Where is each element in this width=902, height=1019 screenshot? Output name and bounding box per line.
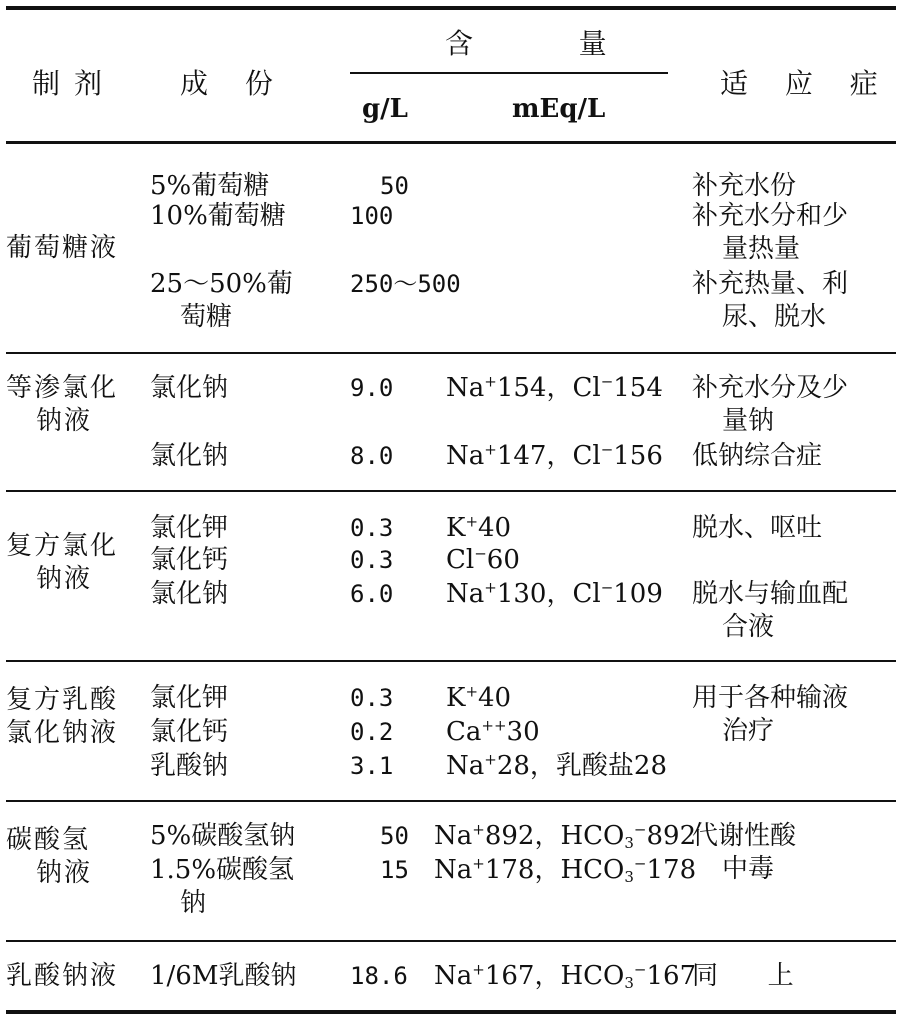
composition-cell bbox=[150, 820, 295, 853]
composition-cell bbox=[150, 716, 228, 749]
ind-line: 补充水份 bbox=[692, 171, 797, 201]
preparation-name-line: 复方氯化 bbox=[6, 531, 119, 561]
meq-part: ++ bbox=[481, 716, 507, 735]
meq-cell bbox=[434, 820, 696, 853]
ind-line: 脱水、呕吐 bbox=[692, 513, 823, 543]
comp-line: 萄糖 bbox=[180, 302, 233, 332]
composition-cell bbox=[150, 682, 228, 715]
meq-part: + bbox=[472, 820, 485, 839]
ind-line: 治疗 bbox=[722, 716, 775, 746]
meq-part: Na bbox=[434, 855, 473, 885]
content-header-rule bbox=[350, 72, 668, 74]
ind-line: 补充热量、利 bbox=[692, 269, 849, 299]
meq-part: 154，Cl bbox=[496, 373, 601, 403]
comp-line: 钠 bbox=[180, 888, 207, 918]
comp-line: 氯化钾 bbox=[150, 683, 229, 713]
meq-part: 892，HCO bbox=[484, 821, 625, 851]
meq-part: − bbox=[633, 820, 647, 839]
meq-part: 40 bbox=[478, 513, 512, 543]
group-rule bbox=[6, 660, 896, 662]
indication-cell bbox=[692, 170, 796, 203]
gl-cell: 250～500 bbox=[350, 270, 461, 298]
group-rule bbox=[6, 940, 896, 942]
group-rule bbox=[6, 800, 896, 802]
comp-line: 氯化钙 bbox=[150, 717, 229, 747]
meq-part: 40 bbox=[478, 683, 512, 713]
meq-part: + bbox=[465, 682, 479, 701]
preparation-name-line: 钠液 bbox=[36, 858, 93, 888]
preparation-name-line: 氯化钠液 bbox=[6, 718, 119, 748]
indication-cell bbox=[692, 578, 848, 644]
comp-line: 氯化钠 bbox=[150, 373, 229, 403]
preparation-name bbox=[6, 372, 118, 438]
meq-part: 109 bbox=[613, 579, 663, 609]
meq-cell bbox=[446, 372, 663, 405]
indication-cell bbox=[692, 268, 848, 334]
indication-cell bbox=[692, 682, 848, 748]
ind-line: 代谢性酸 bbox=[692, 821, 797, 851]
composition-cell bbox=[150, 750, 228, 783]
meq-part: 3 bbox=[624, 974, 634, 992]
meq-part: 167，HCO bbox=[484, 961, 625, 991]
gl-cell: 3.1 bbox=[350, 752, 394, 780]
composition-cell bbox=[150, 170, 269, 203]
preparation-name bbox=[6, 530, 118, 596]
preparation-name-line: 复方乳酸 bbox=[6, 685, 119, 715]
preparation-name-line: 钠液 bbox=[36, 564, 93, 594]
meq-part: 3 bbox=[624, 834, 634, 852]
ind-line: 合液 bbox=[722, 612, 775, 642]
ind-line: 尿、脱水 bbox=[722, 302, 827, 332]
group-rule bbox=[6, 490, 896, 492]
comp-line: 25～50%葡 bbox=[150, 269, 293, 299]
ind-line: 脱水与输血配 bbox=[692, 579, 849, 609]
comp-line: 1.5%碳酸氢 bbox=[150, 855, 295, 885]
header-gl: g/L bbox=[362, 94, 408, 124]
indication-cell bbox=[692, 200, 848, 266]
meq-part: 156 bbox=[613, 441, 663, 471]
ind-line: 低钠综合症 bbox=[692, 441, 823, 471]
ind-line: 用于各种输液 bbox=[692, 683, 849, 713]
meq-cell bbox=[446, 544, 520, 577]
comp-line: 氯化钾 bbox=[150, 513, 229, 543]
comp-line: 氯化钠 bbox=[150, 579, 229, 609]
composition-cell bbox=[150, 960, 296, 993]
meq-part: − bbox=[600, 440, 614, 459]
meq-part: Na bbox=[434, 821, 473, 851]
comp-line: 5%碳酸氢钠 bbox=[150, 821, 296, 851]
header-composition: 成 份 bbox=[180, 67, 287, 100]
preparation-name-line: 钠液 bbox=[36, 406, 93, 436]
header-content: 含 量 bbox=[445, 27, 621, 60]
preparation-name bbox=[6, 824, 92, 890]
indication-cell bbox=[692, 512, 822, 545]
gl-cell: 15 bbox=[380, 856, 409, 884]
meq-part: Cl bbox=[446, 545, 475, 575]
meq-part: − bbox=[633, 854, 647, 873]
comp-line: 乳酸钠 bbox=[150, 751, 229, 781]
gl-cell: 6.0 bbox=[350, 580, 394, 608]
meq-part: 178，HCO bbox=[484, 855, 625, 885]
gl-cell: 0.2 bbox=[350, 718, 394, 746]
bottom-rule bbox=[6, 1010, 896, 1014]
meq-part: 3 bbox=[624, 868, 634, 886]
gl-cell: 50 bbox=[380, 172, 409, 200]
meq-part: Na bbox=[446, 751, 485, 781]
comp-line: 5%葡萄糖 bbox=[150, 171, 270, 201]
meq-part: + bbox=[484, 372, 497, 391]
meq-cell bbox=[434, 960, 696, 993]
preparation-name-line: 葡萄糖液 bbox=[6, 233, 119, 263]
group-rule bbox=[6, 352, 896, 354]
header-meq: mEq/L bbox=[512, 94, 606, 124]
ind-line: 中毒 bbox=[722, 854, 775, 884]
gl-cell: 18.6 bbox=[350, 962, 408, 990]
meq-part: − bbox=[474, 544, 487, 563]
meq-part: 60 bbox=[486, 545, 520, 575]
preparation-name-line: 碳酸氢 bbox=[6, 825, 91, 855]
preparation-name bbox=[6, 232, 118, 265]
preparation-name bbox=[6, 684, 118, 750]
indication-cell bbox=[692, 440, 822, 473]
composition-cell bbox=[150, 200, 286, 233]
indication-cell bbox=[692, 820, 796, 886]
meq-cell bbox=[446, 750, 667, 783]
composition-cell bbox=[150, 544, 228, 577]
meq-part: K bbox=[446, 513, 466, 543]
meq-part: 167 bbox=[646, 961, 697, 991]
meq-part: Ca bbox=[446, 717, 482, 747]
composition-cell bbox=[150, 440, 228, 473]
header-bottom-rule bbox=[6, 141, 896, 144]
preparation-name-line: 等渗氯化 bbox=[6, 373, 119, 403]
composition-cell bbox=[150, 578, 228, 611]
comp-line: 氯化钙 bbox=[150, 545, 229, 575]
meq-part: − bbox=[600, 578, 614, 597]
meq-part: 30 bbox=[506, 717, 540, 747]
meq-part: 147，Cl bbox=[496, 441, 601, 471]
composition-cell bbox=[150, 512, 228, 545]
comp-line: 氯化钠 bbox=[150, 441, 229, 471]
ind-line: 补充水分和少 bbox=[692, 201, 849, 231]
gl-cell: 0.3 bbox=[350, 546, 394, 574]
meq-part: Na bbox=[446, 373, 485, 403]
meq-part: Na bbox=[446, 579, 485, 609]
meq-part: + bbox=[484, 440, 497, 459]
ind-line: 同 上 bbox=[692, 961, 794, 991]
meq-cell bbox=[446, 512, 511, 545]
meq-part: 892 bbox=[646, 821, 697, 851]
meq-cell bbox=[446, 682, 511, 715]
ind-line: 量钠 bbox=[722, 406, 775, 436]
composition-cell bbox=[150, 854, 294, 920]
meq-part: − bbox=[633, 960, 647, 979]
meq-part: Na bbox=[434, 961, 473, 991]
comp-line: 1/6M乳酸钠 bbox=[150, 961, 297, 991]
meq-part: 28，乳酸盐28 bbox=[496, 751, 668, 781]
meq-cell bbox=[446, 578, 663, 611]
preparation-name-line: 乳酸钠液 bbox=[6, 961, 119, 991]
meq-part: − bbox=[600, 372, 614, 391]
meq-part: K bbox=[446, 683, 466, 713]
preparation-name bbox=[6, 960, 118, 993]
meq-part: Na bbox=[446, 441, 485, 471]
gl-cell: 0.3 bbox=[350, 514, 394, 542]
meq-part: 154 bbox=[613, 373, 663, 403]
meq-part: 178 bbox=[646, 855, 697, 885]
meq-part: + bbox=[484, 750, 497, 769]
header-indication: 适 应 症 bbox=[720, 67, 892, 100]
meq-cell bbox=[434, 854, 696, 887]
composition-cell bbox=[150, 372, 228, 405]
ind-line: 补充水分及少 bbox=[692, 373, 849, 403]
header-preparation: 制剂 bbox=[32, 67, 117, 100]
gl-cell: 100 bbox=[350, 202, 394, 230]
gl-cell: 8.0 bbox=[350, 442, 394, 470]
meq-part: 130，Cl bbox=[496, 579, 601, 609]
gl-cell: 50 bbox=[380, 822, 409, 850]
gl-cell: 0.3 bbox=[350, 684, 394, 712]
comp-line: 10%葡萄糖 bbox=[150, 201, 286, 231]
meq-part: + bbox=[472, 854, 485, 873]
gl-cell: 9.0 bbox=[350, 374, 394, 402]
meq-part: + bbox=[472, 960, 485, 979]
meq-part: + bbox=[484, 578, 497, 597]
ind-line: 量热量 bbox=[722, 234, 801, 264]
composition-cell bbox=[150, 268, 293, 334]
meq-cell bbox=[446, 716, 540, 749]
indication-cell bbox=[692, 960, 794, 993]
indication-cell bbox=[692, 372, 848, 438]
top-rule bbox=[6, 6, 896, 10]
meq-cell bbox=[446, 440, 663, 473]
meq-part: + bbox=[465, 512, 479, 531]
